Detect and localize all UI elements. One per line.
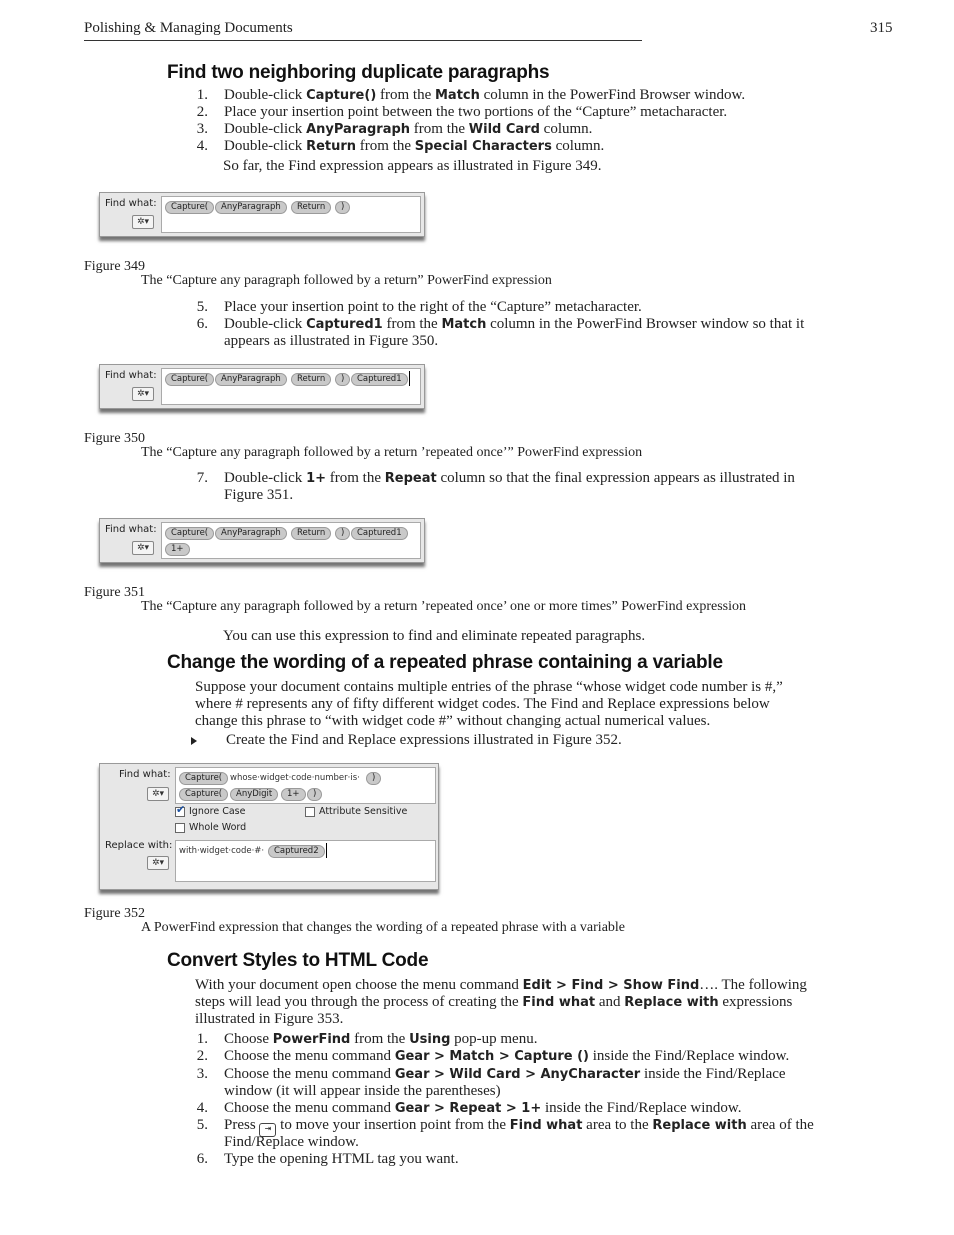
bullet-arrow-icon — [191, 737, 197, 745]
paragraph-line: change this phrase to “with widget code #” without changing actual numerical values. — [195, 713, 711, 729]
gear-icon[interactable]: ✲▾ — [132, 541, 154, 555]
figure-caption: The “Capture any paragraph followed by a return ’repeated once’” PowerFind expression — [141, 445, 643, 460]
token-captured2[interactable]: Captured2 — [268, 845, 325, 858]
checkmark-icon: ✔ — [176, 803, 186, 816]
attribute-sensitive-checkbox[interactable] — [305, 807, 315, 817]
gear-icon[interactable]: ✲▾ — [132, 215, 154, 229]
find-what-label: Find what: — [119, 769, 171, 780]
paragraph-line: illustrated in Figure 353. — [195, 1011, 344, 1027]
token-return[interactable]: Return — [291, 527, 331, 540]
figure-350-panel — [99, 364, 425, 409]
token-close[interactable]: ) — [366, 772, 381, 785]
paragraph-line: With your document open choose the menu command Edit > Find > Show Find…. The following — [195, 977, 807, 993]
gear-icon[interactable]: ✲▾ — [147, 856, 169, 870]
running-header-title: Polishing & Managing Documents — [84, 20, 293, 36]
find-what-label: Find what: — [105, 524, 157, 535]
page-number: 315 — [870, 20, 893, 36]
section-heading-duplicate-paragraphs: Find two neighboring duplicate paragraphs — [167, 62, 550, 83]
figure-label: Figure 351 — [84, 585, 146, 600]
token-anydigit[interactable]: AnyDigit — [230, 788, 278, 801]
token-one-or-more[interactable]: 1+ — [281, 788, 306, 801]
token-capture[interactable]: Capture( — [179, 788, 228, 801]
whole-word-label: Whole Word — [189, 822, 247, 833]
paragraph-line: Suppose your document contains multiple entries of the phrase “whose widget code number is #,” — [195, 679, 783, 695]
figure-label: Figure 350 — [84, 431, 146, 446]
figure-label: Figure 349 — [84, 259, 146, 274]
find-what-field[interactable] — [161, 368, 421, 405]
text-caret — [326, 843, 327, 858]
token-return[interactable]: Return — [291, 373, 331, 386]
token-close[interactable]: ) — [307, 788, 322, 801]
note-text: So far, the Find expression appears as illustrated in Figure 349. — [223, 158, 602, 174]
paragraph-line: steps will lead you through the process of creating the Find what and Replace with expressions — [195, 994, 793, 1010]
token-close[interactable]: ) — [335, 373, 350, 386]
header-rule — [84, 40, 642, 41]
replace-literal-text: with·widget·code·#· — [179, 846, 265, 856]
token-capture[interactable]: Capture( — [165, 373, 214, 386]
find-what-field[interactable] — [175, 767, 436, 804]
replace-with-label: Replace with: — [105, 840, 173, 851]
token-capture[interactable]: Capture( — [165, 201, 214, 214]
tab-key-icon: ⇥ — [259, 1123, 276, 1137]
token-anyparagraph[interactable]: AnyParagraph — [215, 373, 287, 386]
find-literal-text: whose·widget·code·number·is· — [230, 773, 360, 783]
gear-icon[interactable]: ✲▾ — [132, 387, 154, 401]
token-capture[interactable]: Capture( — [165, 527, 214, 540]
figure-352-panel — [99, 763, 439, 890]
find-what-label: Find what: — [105, 370, 157, 381]
figure-351-panel — [99, 518, 425, 563]
token-capture[interactable]: Capture( — [179, 772, 228, 785]
section-heading-convert-styles: Convert Styles to HTML Code — [167, 950, 429, 971]
token-anyparagraph[interactable]: AnyParagraph — [215, 201, 287, 214]
whole-word-checkbox[interactable] — [175, 823, 185, 833]
find-what-label: Find what: — [105, 198, 157, 209]
figure-caption: A PowerFind expression that changes the wording of a repeated phrase with a variable — [141, 920, 626, 935]
figure-caption: The “Capture any paragraph followed by a return ’repeated once’ one or more times” PowerFind expression — [141, 599, 747, 614]
find-what-field[interactable] — [161, 522, 421, 559]
token-one-or-more[interactable]: 1+ — [165, 543, 190, 556]
replace-with-field[interactable] — [175, 840, 436, 882]
bullet-text: Create the Find and Replace expressions illustrated in Figure 352. — [226, 732, 622, 748]
token-captured1[interactable]: Captured1 — [351, 373, 408, 386]
ignore-case-checkbox[interactable] — [175, 803, 186, 817]
token-captured1[interactable]: Captured1 — [351, 527, 408, 540]
gear-icon[interactable]: ✲▾ — [147, 787, 169, 801]
text-caret — [409, 371, 410, 386]
figure-caption: The “Capture any paragraph followed by a return” PowerFind expression — [141, 273, 552, 288]
token-return[interactable]: Return — [291, 201, 331, 214]
token-close[interactable]: ) — [335, 527, 350, 540]
figure-label: Figure 352 — [84, 906, 146, 921]
paragraph-line: where # represents any of fifty different widget codes. The Find and Replace expressions below — [195, 696, 770, 712]
ignore-case-label: Ignore Case — [189, 806, 246, 817]
token-close[interactable]: ) — [335, 201, 350, 214]
section-heading-repeated-phrase: Change the wording of a repeated phrase containing a variable — [167, 652, 723, 673]
find-what-field[interactable] — [161, 196, 421, 233]
figure-349-panel — [99, 192, 425, 237]
closing-text: You can use this expression to find and eliminate repeated paragraphs. — [223, 628, 646, 644]
attribute-sensitive-label: Attribute Sensitive — [319, 806, 408, 817]
token-anyparagraph[interactable]: AnyParagraph — [215, 527, 287, 540]
